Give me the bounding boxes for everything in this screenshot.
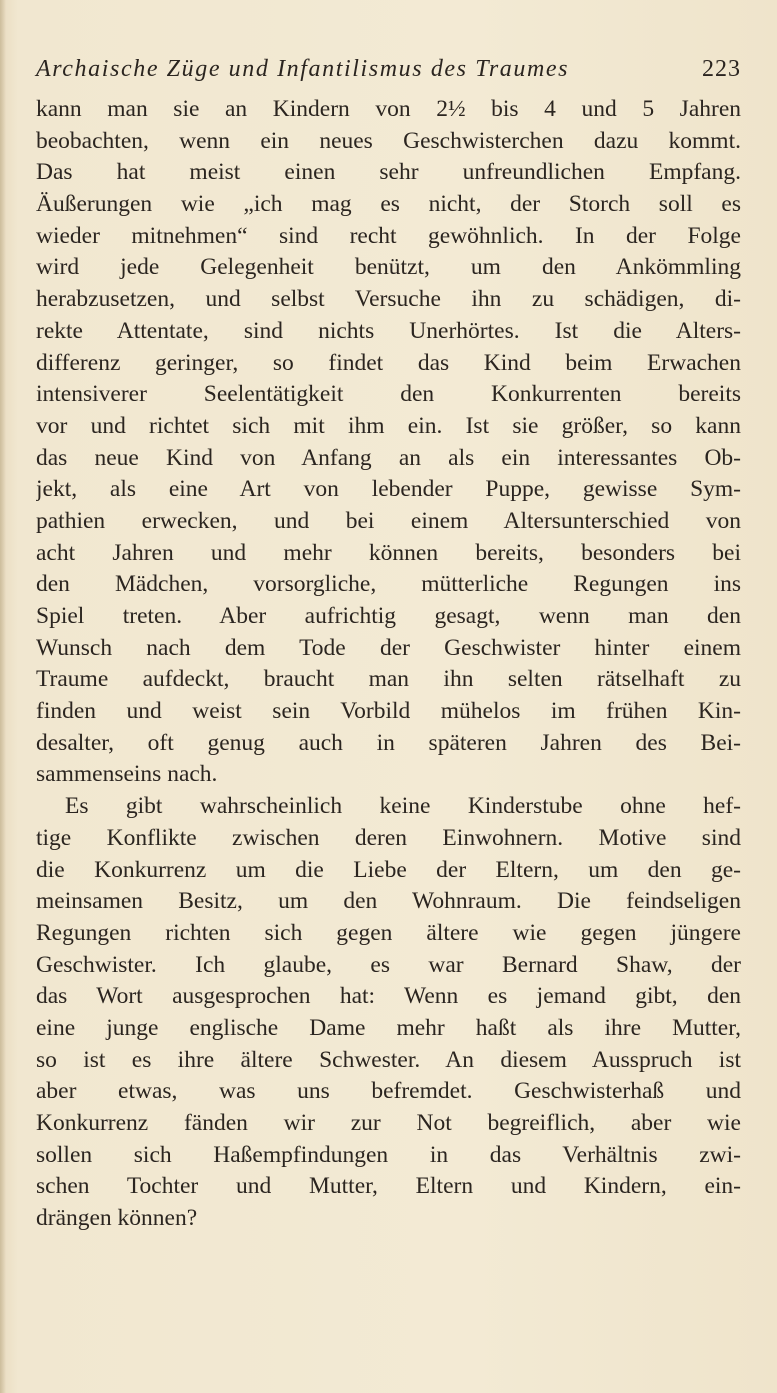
running-header-title: Archaische Züge und Infantilismus des Traumes [36, 56, 570, 82]
paragraph [36, 791, 741, 1235]
text-line: finden und weist sein Vorbild mühelos im frühen Kin- [36, 698, 741, 725]
text-line: wieder mitnehmen“ sind recht gewöhnlich. In der Folge [36, 222, 741, 249]
text-line: acht Jahren und mehr können bereits, besonders bei [36, 539, 741, 566]
text-line: aber etwas, was uns befremdet. Geschwisterhaß und [36, 1078, 741, 1105]
body-text [36, 94, 741, 1235]
text-line: herabzusetzen, und selbst Versuche ihn zu schädigen, di- [36, 286, 741, 313]
text-line: die Konkurrenz um die Liebe der Eltern, um den ge- [36, 856, 741, 883]
text-line: jekt, als eine Art von lebender Puppe, gewisse Sym- [36, 476, 741, 503]
text-line: schen Tochter und Mutter, Eltern und Kindern, ein- [36, 1173, 741, 1200]
text-line: vor und richtet sich mit ihm ein. Ist sie größer, so kann [36, 412, 741, 439]
text-line: Wunsch nach dem Tode der Geschwister hinter einem [36, 634, 741, 661]
text-line: Traume aufdeckt, braucht man ihn selten rätselhaft zu [36, 666, 741, 693]
text-line: sollen sich Haßempfindungen in das Verhältnis zwi- [36, 1141, 741, 1168]
text-line: das Wort ausgesprochen hat: Wenn es jemand gibt, den [36, 983, 741, 1010]
text-line: tige Konflikte zwischen deren Einwohnern. Motive sind [36, 824, 741, 851]
text-line: pathien erwecken, und bei einem Altersunterschied von [36, 507, 741, 534]
text-line: Das hat meist einen sehr unfreundlichen Empfang. [36, 159, 741, 186]
text-line: Es gibt wahrscheinlich keine Kinderstube ohne hef- [65, 793, 741, 820]
text-line: den Mädchen, vorsorgliche, mütterliche Regungen ins [36, 571, 741, 598]
text-line: sammenseins nach. [36, 761, 218, 788]
running-header [36, 52, 741, 86]
text-line: beobachten, wenn ein neues Geschwisterchen dazu kommt. [36, 127, 741, 154]
page-number: 223 [702, 56, 741, 82]
text-line: Spiel treten. Aber aufrichtig gesagt, wenn man den [36, 603, 741, 629]
text-line: Äußerungen wie „ich mag es nicht, der Storch soll es [36, 191, 741, 218]
text-line: differenz geringer, so findet das Kind beim Erwachen [36, 349, 741, 376]
text-line: Konkurrenz fänden wir zur Not begreiflich, aber wie [36, 1110, 741, 1136]
spine-shadow [0, 0, 6, 1393]
text-line: das neue Kind von Anfang an als ein interessantes Ob- [36, 444, 741, 471]
text-line: Regungen richten sich gegen ältere wie gegen jüngere [36, 919, 741, 946]
text-line: eine junge englische Dame mehr haßt als ihre Mutter, [36, 1014, 741, 1041]
text-line: kann man sie an Kindern von 2½ bis 4 und 5 Jahren [36, 96, 741, 122]
text-line: so ist es ihre ältere Schwester. An diesem Ausspruch ist [36, 1046, 741, 1073]
text-line: drängen können? [36, 1205, 198, 1232]
text-line: desalter, oft genug auch in späteren Jahren des Bei- [36, 729, 741, 756]
text-line: meinsamen Besitz, um den Wohnraum. Die feindseligen [36, 888, 741, 915]
text-line: wird jede Gelegenheit benützt, um den Ankömmling [36, 254, 741, 281]
text-line: rekte Attentate, sind nichts Unerhörtes. Ist die Alters- [36, 317, 741, 344]
paragraph [36, 94, 741, 791]
text-line: Geschwister. Ich glaube, es war Bernard Shaw, der [36, 951, 741, 978]
text-line: intensiverer Seelentätigkeit den Konkurrenten bereits [36, 381, 741, 408]
